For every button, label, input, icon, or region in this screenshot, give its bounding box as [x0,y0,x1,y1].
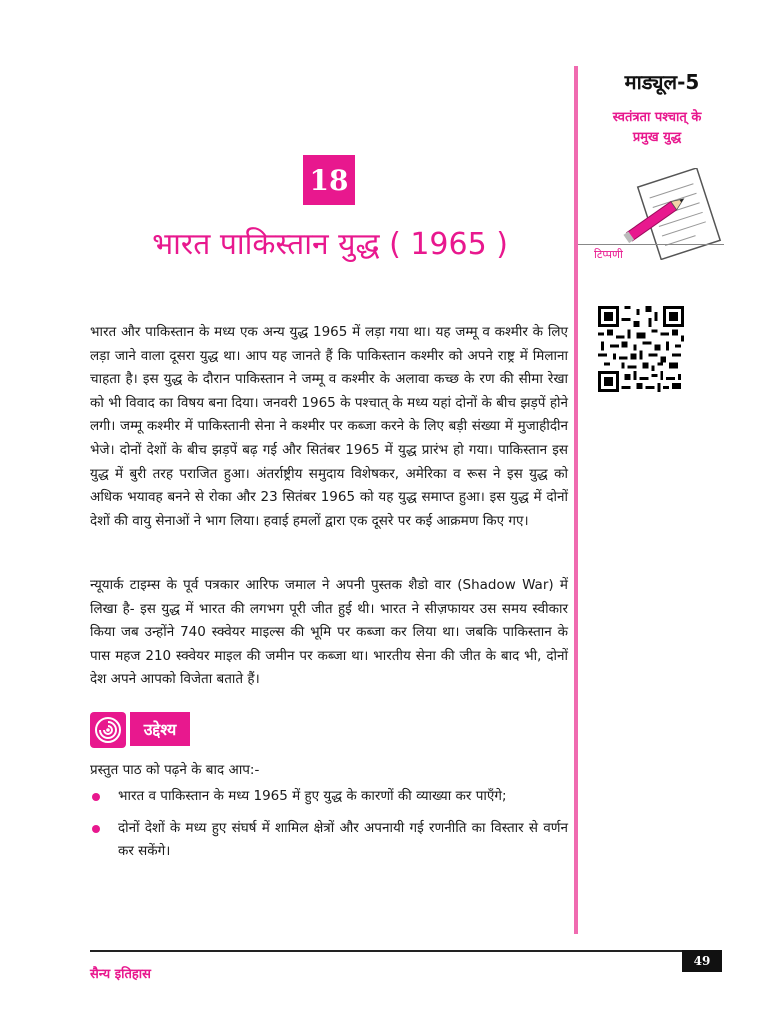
objective-text: दोनों देशों के मध्य हुए संघर्ष में शामिल क्षेत्रों और अपनायी गई रणनीति का विस्तार से वर्णन कर सकेंगे। [118,819,568,860]
target-spiral-icon [90,712,126,748]
paragraph-1: भारत और पाकिस्तान के मध्य एक अन्य युद्ध 1965 में लड़ा गया था। यह जम्मू व कश्मीर के लिए लड़ा जाने वाला दूसरा युद्ध था। आप यह जानते हैं कि पाकिस्तान कश्मीर को अपने राष्ट्र में मिलाना चाहता है। इस युद्ध के दौरान पाकिस्तान ने जम्मू व कश्मीर के अलावा कच्छ के रण की सीमा रेखा को भी विवाद का विषय बना दिया। जनवरी 1965 के पश्चात् के मध्य यहां दोनों के बीच झड़पें होने लगी। जम्मू कश्मीर में पाकिस्तानी सेना ने कश्मीर पर कब्जा करने के लिए बड़ी संख्या में मुजाहीदीन भेजे। दोनों देशों के बीच झड़पें बढ़ गई और सितंबर 1965 में युद्ध प्रारंभ हो गया। पाकिस्तान इस युद्ध में बुरी तरह पराजित हुआ। अंतर्राष्ट्रीय समुदाय विशेषकर, अमेरिका व रूस ने इस युद्ध को अधिक भयावह बनने से रोका और 23 सितंबर 1965 को यह युद्ध समाप्त हुआ। इस युद्ध में दोनों देशों की वायु सेनाओं ने भाग लिया। हवाई हमलों द्वारा एक दूसरे पर कई आक्रमण किए गए। [90,324,568,529]
list-item [90,817,568,864]
bullet-icon [92,825,100,833]
note-divider [578,244,724,245]
notepad-pencil-icon [618,168,724,260]
margin-divider [574,66,578,934]
module-title: माड्यूल-5 [624,70,700,94]
qr-code-icon[interactable] [598,306,684,392]
objectives-intro: प्रस्तुत पाठ को पढ़ने के बाद आप:- [90,762,260,778]
chapter-number-badge: 18 [303,155,355,205]
paragraph-2: न्यूयार्क टाइम्स के पूर्व पत्रकार आरिफ जमाल ने अपनी पुस्तक शैडो वार (Shadow War) में लिखा है- इस युद्ध में भारत की लगभग पूरी जीत हुई थी। भारत ने सीज़फायर उस समय स्वीकार किया जब उन्होंने 740 स्क्वेयर माइल्स की भूमि पर कब्जा कर लिया था। जबकि पाकिस्तान के पास महज 210 स्क्वेयर माइल की जमीन पर कब्जा था। भारतीय सेना की जीत के बाद भी, दोनों देश अपने आपको विजेता बताते हैं। [90,577,568,688]
footer-divider [90,950,722,952]
page-number: 49 [682,950,722,972]
list-item [90,785,568,809]
objectives-heading: उद्देश्य [130,712,190,746]
footer-subject: सैन्य इतिहास [90,967,151,982]
objectives-list [90,785,568,872]
chapter-title: भारत पाकिस्तान युद्ध ( 1965 ) [152,227,508,262]
objective-text: भारत व पाकिस्तान के मध्य 1965 में हुए युद्ध के कारणों की व्याख्या कर पाएँगे; [118,788,507,804]
bullet-icon [92,793,100,801]
module-subtitle: स्वतंत्रता पश्चात् के प्रमुख युद्ध [612,110,702,145]
note-label: टिप्पणी [594,248,623,261]
